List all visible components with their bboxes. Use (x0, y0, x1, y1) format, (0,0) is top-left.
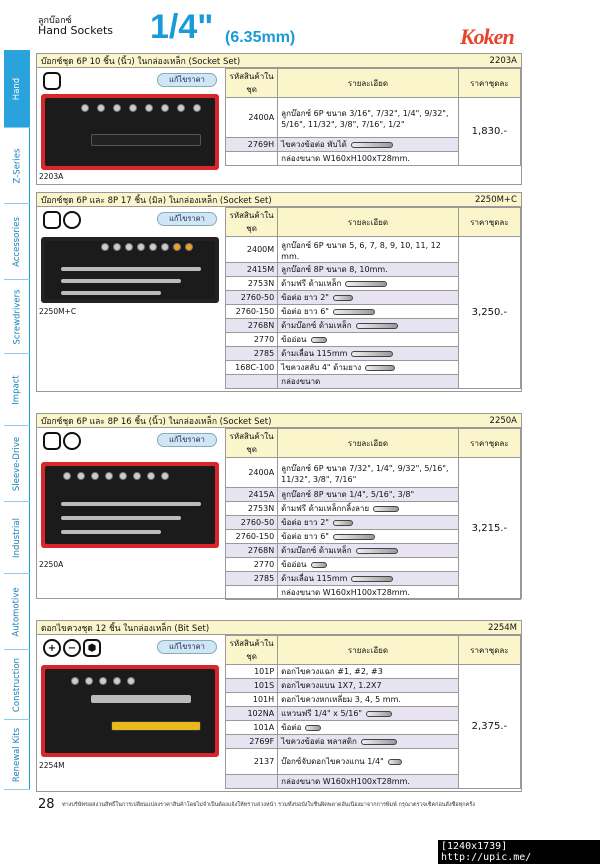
item-desc: ข้อต่อ (281, 723, 302, 732)
bit-holder-icon (388, 759, 402, 765)
item-desc: กล่องขนาด W160xH100xT28mm. (278, 775, 459, 789)
section-title: บ๊อกซ์ชุด 6P และ 8P 17 ชิ้น (มิล) ในกล่องเหล็ก (Socket Set) (41, 195, 272, 206)
price-updated-badge: แก้ไขราคา (157, 640, 217, 654)
item-desc: แหวนฟรี 1/4" x 5/16" (281, 709, 363, 718)
col-price-header: ราคาชุดละ (458, 69, 520, 98)
item-code: 2760-50 (226, 291, 278, 305)
extension-icon (333, 309, 375, 315)
item-code: 101H (226, 693, 278, 707)
item-desc: ลูกบ๊อกซ์ 8P ขนาด 8, 10mm. (278, 263, 459, 277)
item-code: 102NA (226, 707, 278, 721)
drive-size: 1/4" (150, 8, 214, 46)
tab-industrial[interactable]: Industrial (4, 502, 30, 574)
item-code: 2137 (226, 749, 278, 775)
item-desc: ลูกบ๊อกซ์ 8P ขนาด 1/4", 5/16", 3/8" (278, 488, 459, 502)
item-code: 101S (226, 679, 278, 693)
item-code (226, 586, 278, 600)
item-code (226, 152, 278, 166)
ratchet-icon (373, 506, 399, 512)
item-desc: ไขควงสลับ 4" ด้ามยาง (281, 363, 362, 372)
col-price-header: ราคาชุดละ (458, 636, 520, 665)
item-desc: ข้อต่อ ยาว 6" (281, 532, 329, 541)
product-table (225, 207, 521, 389)
item-desc: ด้ามบ๊อกซ์ ด้ามเหล็ก (281, 546, 352, 555)
item-code: 101A (226, 721, 278, 735)
screwdriver-icon (361, 739, 397, 745)
item-code: 2760-50 (226, 516, 278, 530)
col-desc-header: รายละเอียด (278, 429, 459, 458)
brand-logo: Koken (460, 24, 514, 49)
tab-renewal-kits[interactable]: Renewal Kits (4, 720, 30, 790)
tab-hand[interactable]: Hand (4, 50, 30, 128)
sliding-tbar-icon (351, 351, 393, 357)
hex-socket-icon (43, 72, 61, 90)
col-code-header: รหัสสินค้าในชุด (226, 429, 278, 458)
item-code: 2769H (226, 138, 278, 152)
price-updated-badge: แก้ไขราคา (157, 433, 217, 447)
item-code (226, 775, 278, 789)
product-image (37, 428, 225, 598)
section-code: 2250M+C (474, 194, 517, 205)
hex-socket-icon (43, 432, 61, 450)
tab-impact[interactable]: Impact (4, 354, 30, 426)
item-desc: ด้ามเลื่อน 115mm (281, 574, 348, 583)
product-image (37, 207, 225, 391)
header-english-title: Hand Sockets (38, 24, 114, 37)
phillips-bit-icon: + (43, 639, 61, 657)
extension-icon (333, 534, 375, 540)
item-desc: ด้ามบ๊อกซ์ ด้ามเหล็ก (281, 321, 352, 330)
product-section-2203A (36, 53, 522, 185)
spinner-handle-icon (356, 323, 398, 329)
item-desc: ด้ามฟรี ด้ามเหล็ก (281, 279, 342, 288)
item-code: 2753N (226, 277, 278, 291)
item-code: 168C-100 (226, 361, 278, 375)
item-code: 2768N (226, 319, 278, 333)
ratchet-ring-icon (366, 711, 392, 717)
item-code: 2770 (226, 333, 278, 347)
item-desc: บ๊อกซ์จับดอกไขควงแกน 1/4" (281, 757, 384, 766)
item-code: 2400A (226, 458, 278, 488)
screwdriver-icon (351, 142, 393, 148)
product-table (225, 635, 521, 789)
page-number: 28 (38, 797, 55, 812)
set-price: 2,375.- (458, 665, 520, 789)
item-code: 2768N (226, 544, 278, 558)
item-code: 2770 (226, 558, 278, 572)
col-code-header: รหัสสินค้าในชุด (226, 208, 278, 237)
col-desc-header: รายละเอียด (278, 69, 459, 98)
product-section-2250A (36, 413, 522, 599)
item-code: 2415M (226, 263, 278, 277)
product-table (225, 428, 521, 600)
image-code: 2203A (39, 172, 64, 181)
flat-bit-icon: − (63, 639, 81, 657)
item-desc: ข้ออ่อน (281, 335, 307, 344)
col-code-header: รหัสสินค้าในชุด (226, 636, 278, 665)
section-title: บ๊อกซ์ชุด 6P และ 8P 16 ชิ้น (นิ้ว) ในกล่องเหล็ก (Socket Set) (41, 416, 272, 427)
tab-screwdrivers[interactable]: Screwdrivers (4, 280, 30, 354)
item-code: 2753N (226, 502, 278, 516)
col-price-header: ราคาชุดละ (458, 429, 520, 458)
section-code: 2203A (489, 55, 517, 66)
product-image (37, 68, 225, 184)
section-code: 2254M (488, 622, 517, 633)
item-code: 2760-150 (226, 530, 278, 544)
product-table (225, 68, 521, 166)
image-code: 2250A (39, 560, 64, 569)
ratchet-icon (345, 281, 387, 287)
item-desc: ข้ออ่อน (281, 560, 307, 569)
item-code: 2415A (226, 488, 278, 502)
section-title: ดอกไขควงชุด 12 ชิ้น ในกล่องเหล็ก (Bit Set) (41, 623, 210, 634)
drive-size-mm: (6.35mm) (225, 29, 296, 46)
image-host-watermark[interactable]: [1240x1739] http://upic.me/ (438, 840, 600, 864)
item-desc: ไขควงข้อต่อ พลาสติก (281, 737, 357, 746)
item-desc: ด้ามเลื่อน 115mm (281, 349, 348, 358)
product-section-2254M (36, 620, 522, 792)
price-updated-badge: แก้ไขราคา (157, 73, 217, 87)
section-title: บ๊อกซ์ชุด 6P 10 ชิ้น (นิ้ว) ในกล่องเหล็ก (Socket Set) (41, 56, 241, 67)
image-code: 2254M (39, 761, 65, 770)
col-desc-header: รายละเอียด (278, 208, 459, 237)
col-price-header: ราคาชุดละ (458, 208, 520, 237)
footer-disclaimer: ทางบริษัทขอสงวนสิทธิ์ในการเปลี่ยนแปลงราคาสินค้าโดยไม่จำเป็นต้องแจ้งให้ทราบล่วงหน้า รวมทั้งขอบังใบชิ้นผิดพลาดอันเนื่องมาจากการพิมพ์ กรุณาตรวจเช็คก่อนสั่งซื้อทุกครั้ง (62, 802, 475, 808)
item-desc: ด้ามฟรี ด้ามเหล็กกลิ้งลาย (281, 504, 370, 513)
universal-joint-icon (311, 337, 327, 343)
item-desc: ไขควงข้อต่อ พับได้ (281, 140, 347, 149)
hex-socket-icon (43, 211, 61, 229)
product-image (37, 635, 225, 791)
12pt-socket-icon (63, 432, 81, 450)
item-code (226, 375, 278, 389)
item-desc: ลูกบ๊อกซ์ 6P ขนาด 5, 6, 7, 8, 9, 10, 11, 12 mm. (278, 237, 459, 263)
extension-icon (333, 295, 353, 301)
tab-automotive[interactable]: Automotive (4, 574, 30, 650)
set-price: 1,830.- (458, 98, 520, 166)
category-sidebar (4, 50, 30, 790)
hex-bit-icon: ⬢ (83, 639, 101, 657)
item-desc: กล่องขนาด W160xH100xT28mm. (278, 586, 459, 600)
extension-icon (333, 520, 353, 526)
adapter-icon (305, 725, 321, 731)
product-section-2250M+C (36, 192, 522, 392)
item-desc: กล่องขนาด (278, 375, 459, 389)
item-code: 2400A (226, 98, 278, 138)
item-code: 2760-150 (226, 305, 278, 319)
tab-sleeve-drive[interactable]: Sleeve-Drive (4, 426, 30, 502)
tab-z-series[interactable]: Z-Series (4, 128, 30, 204)
price-updated-badge: แก้ไขราคา (157, 212, 217, 226)
screwdriver-icon (365, 365, 395, 371)
set-price: 3,215.- (458, 458, 520, 600)
sliding-tbar-icon (351, 576, 393, 582)
image-code: 2250M+C (39, 307, 77, 316)
item-desc: กล่องขนาด W160xH100xT28mm. (278, 152, 459, 166)
item-desc: ดอกไขควงแบน 1X7, 1.2X7 (278, 679, 459, 693)
item-code: 2785 (226, 572, 278, 586)
item-code: 101P (226, 665, 278, 679)
item-desc: ข้อต่อ ยาว 2" (281, 293, 329, 302)
universal-joint-icon (311, 562, 327, 568)
item-desc: ดอกไขควงแฉก #1, #2, #3 (278, 665, 459, 679)
item-desc: ดอกไขควงหกเหลี่ยม 3, 4, 5 mm. (278, 693, 459, 707)
item-desc: ข้อต่อ ยาว 2" (281, 518, 329, 527)
section-code: 2250A (489, 415, 517, 426)
tab-accessories[interactable]: Accessories (4, 204, 30, 280)
col-code-header: รหัสสินค้าในชุด (226, 69, 278, 98)
spinner-handle-icon (356, 548, 398, 554)
item-code: 2769F (226, 735, 278, 749)
set-price: 3,250.- (458, 237, 520, 389)
12pt-socket-icon (63, 211, 81, 229)
col-desc-header: รายละเอียด (278, 636, 459, 665)
item-desc: ข้อต่อ ยาว 6" (281, 307, 329, 316)
item-code: 2400M (226, 237, 278, 263)
tab-construction[interactable]: Construction (4, 650, 30, 720)
header-thai-title: ลูกบ๊อกซ์ (38, 16, 72, 26)
item-desc: ลูกบ๊อกซ์ 6P ขนาด 7/32", 1/4", 9/32", 5/16", 11/32", 3/8", 7/16" (278, 458, 459, 488)
item-desc: ลูกบ๊อกซ์ 6P ขนาด 3/16", 7/32", 1/4", 9/32", 5/16", 11/32", 3/8", 7/16", 1/2" (278, 98, 459, 138)
item-code: 2785 (226, 347, 278, 361)
